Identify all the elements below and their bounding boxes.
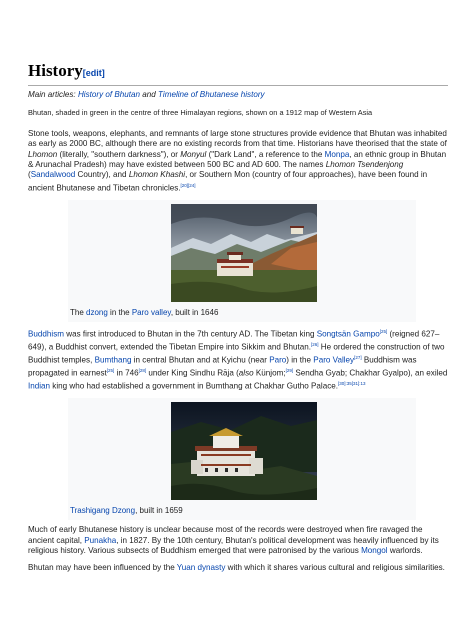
history-of-bhutan-link[interactable]: History of Bhutan: [77, 90, 141, 99]
monpa-link[interactable]: Monpa: [324, 149, 350, 159]
figure-caption: Trashigang Dzong, built in 1659: [70, 506, 183, 516]
figure-paro-dzong: [68, 200, 416, 322]
timeline-link[interactable]: Timeline of Bhutanese history: [158, 90, 265, 99]
dzong-link[interactable]: dzong: [86, 307, 108, 317]
punakha-link[interactable]: Punakha: [84, 535, 117, 545]
buddhism-link[interactable]: Buddhism: [28, 329, 64, 339]
paragraph-yuan: Bhutan may have been influenced by the Yuan dynasty with which it shares various cultural and religious similarities.: [28, 562, 445, 572]
figure-caption: The dzong in the Paro valley, built in 1646: [70, 307, 219, 317]
main-articles-note: Main articles: History of Bhutan and Timeline of Bhutanese history: [28, 90, 265, 99]
mongol-link[interactable]: Mongol: [361, 546, 388, 556]
section-heading: [28, 60, 448, 84]
indian-link[interactable]: Indian: [28, 382, 51, 391]
figure-trashigang-dzong: [68, 398, 416, 520]
yuan-dynasty-link[interactable]: Yuan dynasty: [176, 562, 226, 572]
sandalwood-link[interactable]: Sandalwood: [30, 170, 76, 180]
trashigang-dzong-photo: [171, 402, 317, 500]
edit-link[interactable]: [edit]: [82, 68, 105, 78]
paro-dzong-photo: [171, 204, 317, 302]
bumthang-link[interactable]: Bumthang: [94, 355, 132, 365]
paro-valley-link[interactable]: Paro valley: [131, 307, 171, 317]
paragraph-early-history: Stone tools, weapons, elephants, and remnants of large stone structures provide evidence that Bhutan was inhabited as early as 2000 BC, although there are no existing records from that time. Historians have theorised that the state of Lhomon (literally, "southern darkness"), or Monyul ("Dark Land", a reference to the Monpa, an ethnic group in Bhutan & Arunachal Pradesh) may have existed between 500 BC and AD 600. The names Lhomon Tsendenjong (Sandalwood Country), and Lhomon Khashi, or Southern Mon (country of four approaches), have been found in ancient Bhutanese and Tibetan chronicles.[20][24]: [28, 128, 447, 193]
paragraph-buddhism: Buddhism was first introduced to Bhutan in the 7th century AD. The Tibetan king Songtsän Gampo[25] (reigned 627–649), a Buddhist convert, extended the Tibetan Empire into Sikkim and Bhutan.[26] He ordered the construction of two Buddhist temples, Bumthang in central Bhutan and at Kyichu (near Paro) in the Paro Valley[27] Buddhism was propagated in earnest[25] in 746[28] under King Sindhu Rāja (also Künjom;[29] Sendha Gyab; Chakhar Gyalpo), an exiled Indian king who had established a government in Bumthang at Chakhar Gutho Palace.$^{[30]:35[31]:13}$: [28, 328, 448, 391]
songtsan-gampo-link[interactable]: Songtsän Gampo: [316, 329, 380, 339]
citation[interactable]: [20][24]: [180, 182, 196, 188]
section-title: History: [28, 61, 83, 80]
paragraph-early-records: Much of early Bhutanese history is unclear because most of the records were destroyed when fire ravaged the ancient capital, Punakha, in 1827. By the 10th century, Bhutan's political development was heavily influenced by its religious history. Various subsects of Buddhism emerged that were patronised by the various Mongol warlords.: [28, 525, 439, 556]
paro-valley-link-2[interactable]: Paro Valley: [313, 355, 355, 365]
heading-rule: [28, 85, 448, 86]
article-section: [28, 60, 448, 579]
paro-link[interactable]: Paro: [269, 355, 287, 365]
map-caption: Bhutan, shaded in green in the centre of three Himalayan regions, shown on a 1912 map of Western Asia: [28, 108, 373, 118]
trashigang-dzong-link[interactable]: Trashigang Dzong: [70, 506, 136, 516]
